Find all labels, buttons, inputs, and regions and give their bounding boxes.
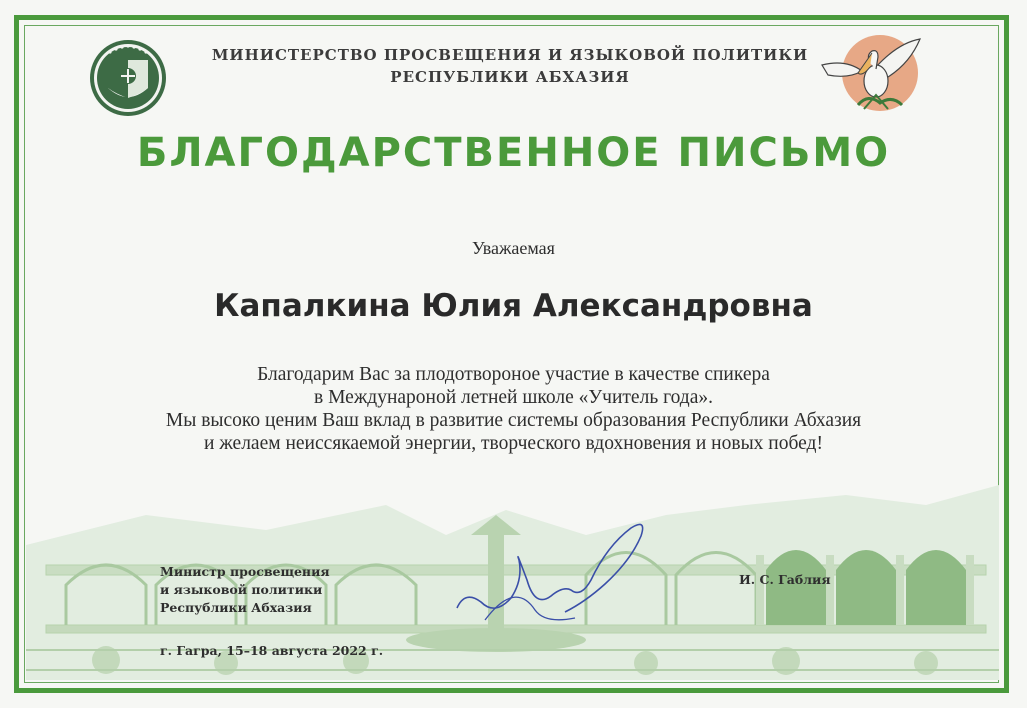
- ministry-header: [200, 44, 820, 88]
- body-line-1: Благодарим Вас за плодотвороное участие в качестве спикера: [257, 364, 770, 385]
- abkhazia-coat-of-arms-icon: [88, 38, 168, 118]
- signer-name: И. С. Габлия: [739, 572, 831, 587]
- letter-body: [60, 363, 967, 455]
- signer-title-line-2: и языковой политики: [160, 582, 323, 597]
- greeting: Уважаемая: [472, 238, 555, 258]
- signer-title: [160, 563, 330, 617]
- pelican-logo-icon: [818, 33, 922, 117]
- signer-title-line-3: Республики Абхазия: [160, 600, 312, 615]
- body-line-2: в Междунароной летней школе «Учитель года».: [314, 387, 713, 408]
- body-line-3: Мы высоко ценим Ваш вклад в развитие системы образования Республики Абхазия: [165, 410, 862, 431]
- signer-title-line-1: Министр просвещения: [160, 564, 330, 579]
- recipient-name: Капалкина Юлия Александровна: [214, 288, 813, 324]
- body-line-4: и желаем неиссякаемой энергии, творческого вдохновения и новых побед!: [204, 433, 823, 454]
- place-and-date: г. Гагра, 15–18 августа 2022 г.: [160, 643, 384, 658]
- document-title: БЛАГОДАРСТВЕННОЕ ПИСЬМО: [136, 130, 891, 176]
- ministry-line-1: МИНИСТЕРСТВО ПРОСВЕЩЕНИЯ И ЯЗЫКОВОЙ ПОЛИТИКИ: [211, 46, 809, 64]
- ministry-line-2: РЕСПУБЛИКИ АБХАЗИЯ: [390, 68, 630, 86]
- handwritten-signature: [455, 520, 650, 632]
